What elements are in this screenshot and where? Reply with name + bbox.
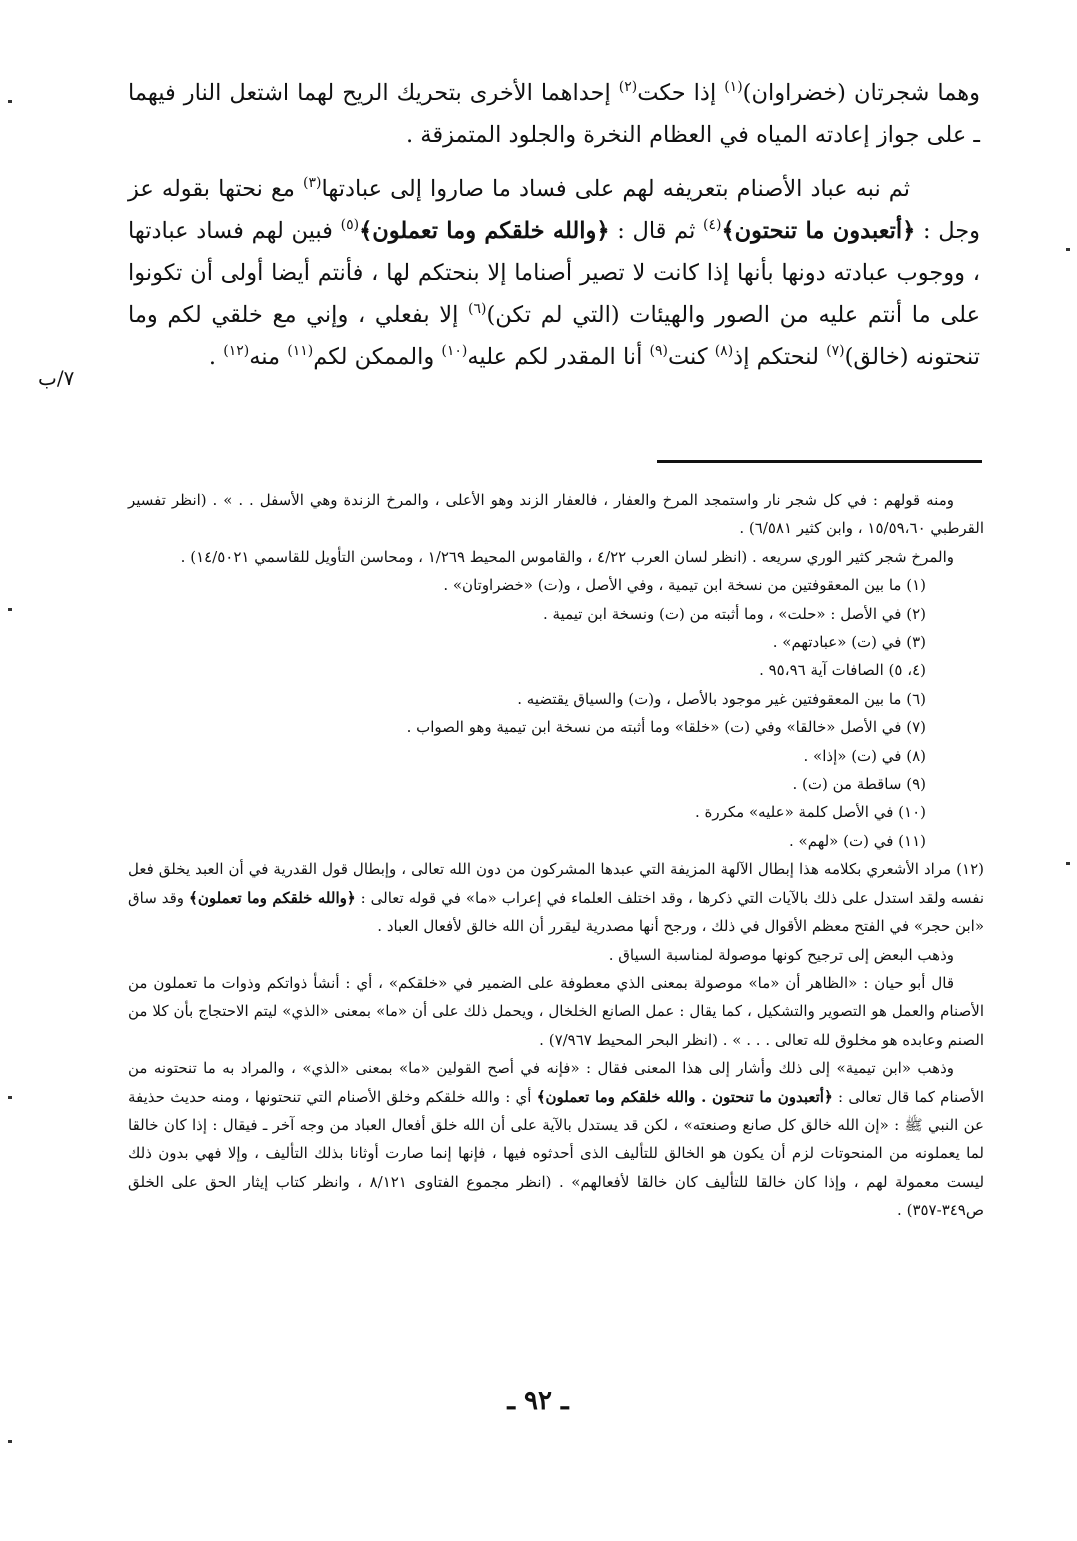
text-run: وذهب «ابن تيمية» إلى ذلك وأشار إلى هذا المعنى فقال : «فإنه في أصح القولين «ما» بمعنى «الذي» ، والمراد به ما تنحتونه من الأصنام كما قال تعالى : [128, 1059, 984, 1106]
text-run: فبين لهم فساد عبادتها ، ووجوب عبادته دونها بأنها إذا كانت لا تصير أصناما إلا بنحتكم لها ، فأنتم أيضا أولى أن تكونوا على ما أنتم عليه من الصور والهيئات (التي لم تكن) [128, 218, 980, 328]
margin-folio-note: ٧/ب [38, 366, 75, 390]
footnote-8: (٨) في (ت) «إذا» . [803, 746, 926, 765]
footnote-ref-2: (٢) [618, 79, 638, 95]
text-run: كنت [667, 344, 715, 370]
scan-mark [8, 1096, 12, 1099]
footnote-12 [128, 855, 984, 940]
text-run: أي : والله خلقكم وخلق الأصنام التي تنحتونها ، ومنه حديث حذيفة عن النبي ﷺ : «إن الله خالق كل صانع وصنعته» ، لكن قد يستدل بالآية على أن الله خلق أفعال العباد من وجه آخر ـ فيقال : إذا كان خالقا لما يعملونه من المنحوتات لزم أن يكون هو الخالق للتأليف الذى أحدثوه فيها ، فإنها إنما صارت أوثانا بذلك التأليف ، وإلا فهي بدون ذلك ليست معمولة لهم ، وإذا كان خالقا للتأليف كان خالقا لأفعالهم» . (انظر مجموع الفتاوى ٨/١٢١ ، وانظر كتاب إيثار الحق على الخلق ص٣٤٩-٣٥٧) . [128, 1087, 985, 1220]
footnote-7: (٧) في الأصل «خالقا» وفي (ت) «خلقا» وما أثبته من نسخة ابن تيمية وهو الصواب . [406, 718, 926, 737]
text-run: لنحتكم إذ [733, 344, 827, 370]
text-run: ثم قال : [609, 218, 703, 244]
footnote-ref-5: (٥) [340, 217, 360, 233]
footnote-ref-11: (١١) [287, 343, 314, 359]
footnote-separator [657, 460, 982, 463]
text-run: ثم نبه عباد الأصنام بتعريفه لهم على فساد ما صاروا إلى عبادتها [321, 176, 911, 202]
footnote-ref-10: (١٠) [441, 343, 468, 359]
text-run: وقد ساق «ابن حجر» في الفتح معظم الأقوال في ذلك ، ورجح أنها مصدرية ليقرر أن الله خالق لأفعال العباد . [128, 888, 984, 936]
footnote-9: (٩) ساقطة من (ت) . [792, 775, 926, 794]
footnote-continuation: والمرخ شجر كثير الوري سريعه . (انظر لسان العرب ٤/٢٢ ، والقاموس المحيط ١/٢٦٩ ، ومحاسن التأويل للقاسمي ١٤/٥٠٢١) . [180, 547, 954, 566]
scan-mark [8, 608, 12, 611]
footnote-3: (٣) في (ت) «عبادتهم» . [772, 633, 926, 652]
footnote-12-paragraph: قال أبو حيان : «الظاهر أن «ما» موصولة بمعنى الذي معطوفة على الضمير في «خلقكم» ، أي : أنشأ ذواتكم وذوات ما تعملون من الأصنام والعمل هو التصوير والتشكيل ، كما يقال : عمل الصانع الخلخال ، ويحمل ذلك على أن «ما» بمعنى «الذي» ليتم الاحتجاج بأن كلا من الصنم وعابده هو مخلوق لله تعالى . . . » . (انظر البحر المحيط ٧/٩٦٧) . [128, 973, 984, 1049]
text-run: إحداهما الأخرى بتحريك الريح لهما اشتعل النار فيهما ـ على جواز إعادته المياه في العظام النخرة والجلود المتمزقة . [128, 80, 980, 148]
footnote-1: (١) ما بين المعقوفتين من نسخة ابن تيمية ، وفي الأصل ، و(ت) «خضراوتان» . [443, 576, 926, 595]
scan-mark [8, 100, 12, 103]
main-paragraph-2 [128, 168, 980, 378]
footnote-4-5: (٤، ٥) الصافات آية ٩٥،٩٦ . [759, 661, 926, 680]
footnote-ref-1: (١) [724, 79, 743, 95]
quran-verse: ﴿أتعبدون ما تنحتون . والله خلقكم وما تعملون﴾ [536, 1087, 833, 1106]
text-run: منه [249, 344, 288, 370]
quran-verse: ﴿أتعبدون ما تنحتون﴾ [721, 218, 916, 244]
text-run: مع نحتها بقوله عز وجل : [128, 176, 981, 244]
text-run: . [208, 344, 224, 370]
footnote-ref-9: (٩) [649, 343, 668, 359]
footnote-continuation: ومنه قولهم : في كل شجر نار واستمجد المرخ والعفار ، فالعفار الزند وهو الأعلى ، والمرخ الزندة وهي الأسفل . . » . (انظر تفسير القرطبي ١٥/٥٩،٦٠ ، وابن كثير ٦/٥٨١) . [128, 491, 984, 538]
main-text [128, 72, 980, 378]
text-run: إلا بفعلي ، وإني مع خلقي لكم وما تنحتونه (خالق) [128, 302, 980, 370]
text-run: (١٢) مراد الأشعري بكلامه هذا إبطال الآلهة المزيفة التي عبدها المشركون من دون الله تعالى ، وإبطال قول القدرية في أن العبد يخلق فعل نفسه ولقد استدل على ذلك بالآيات التي ذكرها ، وقد اختلف العلماء في إعراب «ما» في قوله تعالى : [128, 860, 985, 907]
footnote-2: (٢) في الأصل : «حلت» ، وما أثبته من (ت) ونسخة ابن تيمية . [542, 604, 926, 623]
quran-verse: ﴿والله خلقكم وما تعملون﴾ [359, 218, 610, 244]
footnote-10: (١٠) في الأصل كلمة «عليه» مكررة . [694, 803, 926, 822]
text-run: والممكن لكم [313, 344, 442, 370]
scan-mark [1066, 862, 1070, 865]
footnote-ref-12: (١٢) [223, 343, 250, 359]
footnote-ref-4: (٤) [703, 217, 722, 233]
quran-verse: ﴿والله خلقكم وما تعملون﴾ [189, 888, 356, 907]
footnote-ref-8: (٨) [714, 343, 734, 359]
footnote-12-paragraph: وذهب البعض إلى ترجيح كونها موصولة لمناسبة السياق . [608, 945, 954, 964]
scan-mark [8, 1440, 12, 1443]
scan-mark [1066, 248, 1070, 251]
footnote-ref-7: (٧) [826, 343, 845, 359]
main-paragraph-1 [128, 72, 980, 156]
footnote-ref-3: (٣) [303, 175, 322, 191]
text-run: وهما شجرتان (خضراوان) [742, 80, 980, 106]
footnotes [128, 486, 984, 1225]
page-number: ـ ٩٢ ـ [507, 1386, 569, 1416]
footnote-12-paragraph [128, 1054, 984, 1224]
footnote-6: (٦) ما بين المعقوفتين غير موجود بالأصل ، و(ت) والسياق يقتضيه . [517, 689, 926, 708]
footnote-11: (١١) في (ت) «لهم» . [789, 831, 926, 850]
text-run: أنا المقدر لكم عليه [467, 344, 650, 370]
text-run: إذا حكت [637, 80, 725, 106]
footnote-ref-6: (٦) [467, 301, 487, 317]
